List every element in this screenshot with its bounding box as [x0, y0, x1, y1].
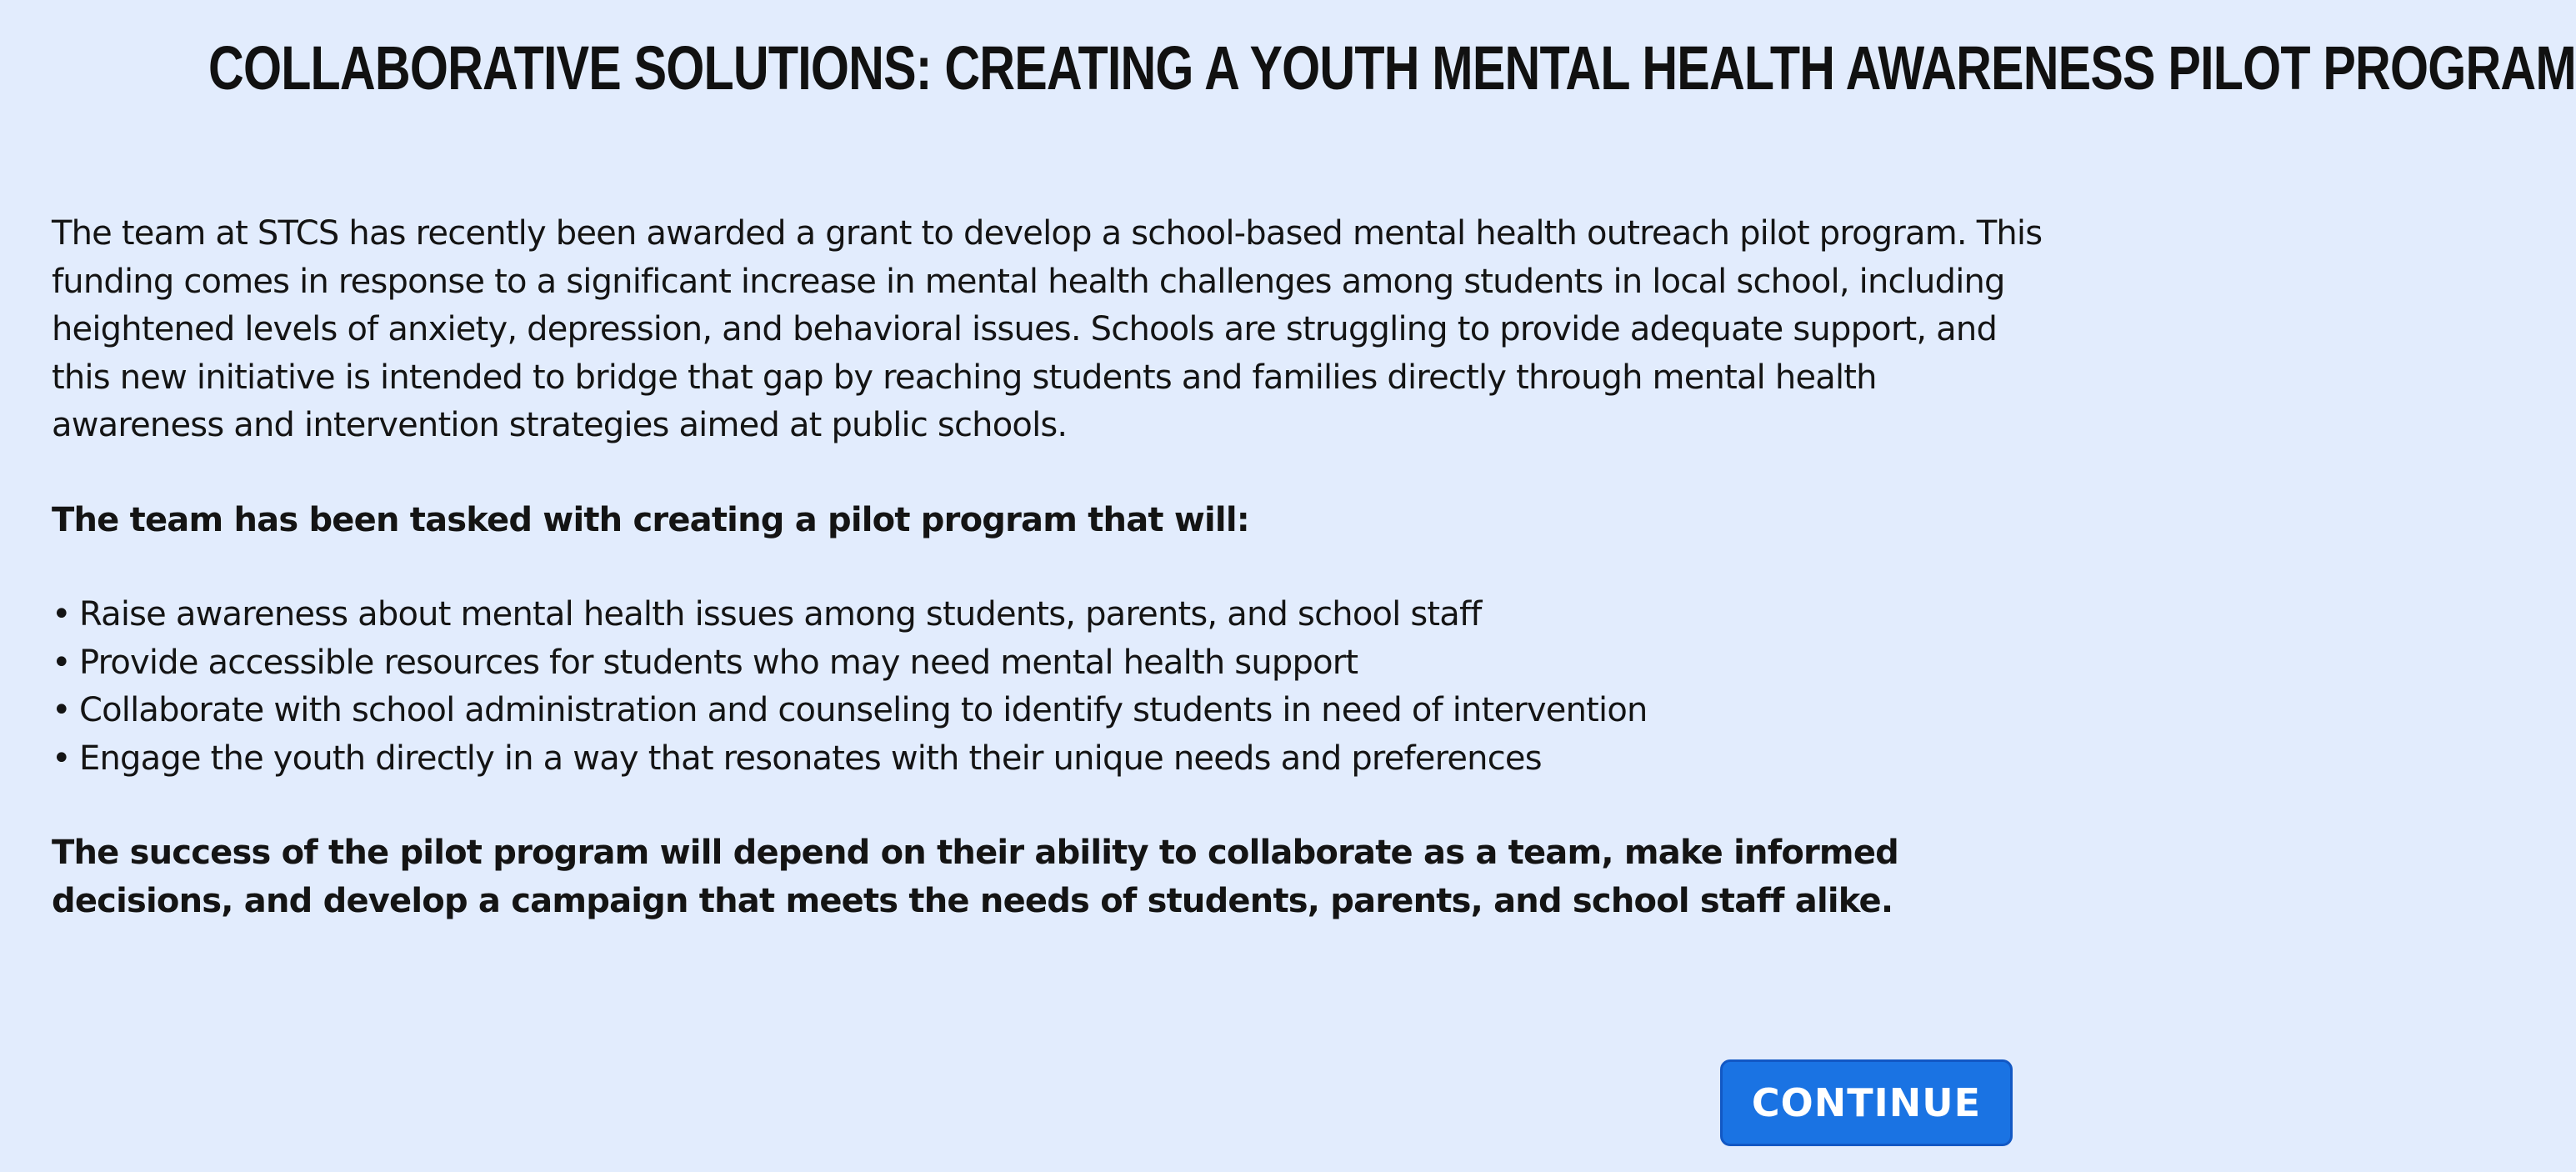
- slide-content: [52, 210, 2052, 925]
- goals-list: [52, 591, 2052, 783]
- page-title: COLLABORATIVE SOLUTIONS: CREATING A YOUTH MENTAL HEALTH AWARENESS PILOT PROGRAM: [208, 33, 2576, 103]
- continue-button[interactable]: CONTINUE: [1720, 1059, 2013, 1146]
- conclusion-paragraph: The success of the pilot program will depend on their ability to collaborate as a team, make informed decisions, and develop a campaign that meets the needs of students, parents, and school staff alike.: [52, 834, 1898, 920]
- goal-item: • Provide accessible resources for students who may need mental health support: [52, 639, 2052, 688]
- tasked-heading: The team has been tasked with creating a pilot program that will:: [52, 500, 1249, 539]
- goal-item: • Engage the youth directly in a way that resonates with their unique needs and preferences: [52, 735, 2052, 784]
- goal-item: • Collaborate with school administration and counseling to identify students in need of intervention: [52, 687, 2052, 735]
- goal-item: • Raise awareness about mental health issues among students, parents, and school staff: [52, 591, 2052, 639]
- intro-paragraph: The team at STCS has recently been awarded a grant to develop a school-based mental health outreach pilot program. This funding comes in response to a significant increase in mental health challenges among students in local school, including heightened levels of anxiety, depression, and behavioral issues. Schools are struggling to provide adequate support, and this new initiative is intended to bridge that gap by reaching students and families directly through mental health awareness and intervention strategies aimed at public schools.: [52, 214, 2043, 444]
